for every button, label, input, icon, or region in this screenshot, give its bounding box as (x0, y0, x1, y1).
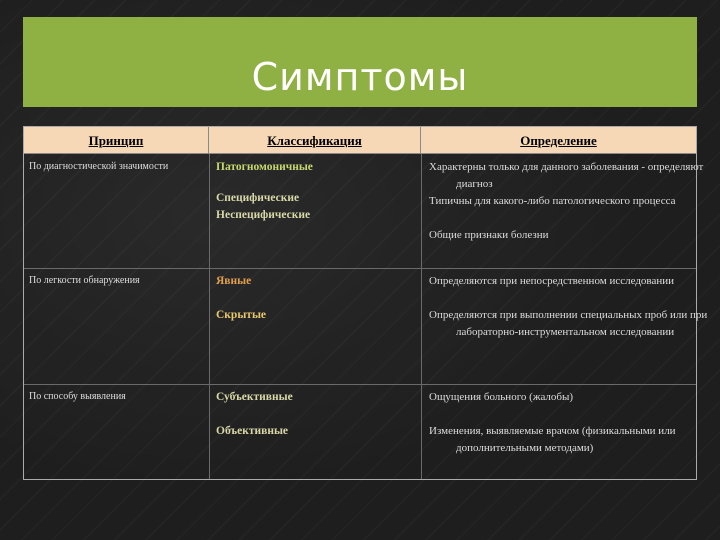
class-hidden: Скрытые (216, 309, 267, 321)
definition-1-1: Характерны только для данного заболевания - определяют диагноз (429, 161, 704, 190)
column-divider (421, 154, 422, 479)
definition-1-2: Типичны для какого-либо патологического процесса (429, 195, 676, 207)
definition-2-2: Определяются при выполнении специальных проб или при лабораторно-инструментальном исследовании (429, 309, 708, 338)
class-explicit: Явные (216, 275, 252, 287)
definition-3-1: Ощущения больного (жалобы) (429, 391, 574, 403)
row-principle-1: По диагностической значимости (29, 161, 169, 172)
header-definition: Определение (421, 127, 696, 154)
class-subjective: Субъективные (216, 391, 293, 403)
definition-1-3: Общие признаки болезни (429, 229, 549, 241)
definition-2-1: Определяются при непосредственном исследовании (429, 275, 675, 287)
class-nonspecific: Неспецифические (216, 209, 311, 221)
slide-title: Симптомы (251, 55, 469, 99)
row-divider (24, 384, 696, 385)
symptoms-table (23, 126, 708, 480)
row-divider (24, 268, 696, 269)
definition-3-2: Изменения, выявляемые врачом (физикальными или дополнительными методами) (429, 425, 676, 454)
header-classification: Классификация (209, 127, 421, 154)
title-banner (23, 17, 697, 107)
row-principle-3: По способу выявления (29, 391, 126, 402)
class-objective: Объективные (216, 425, 289, 437)
class-pathognomonic: Патогномоничные (216, 161, 313, 173)
column-divider (209, 154, 210, 479)
class-specific: Специфические (216, 192, 300, 204)
header-principle: Принцип (24, 127, 209, 154)
row-principle-2: По легкости обнаружения (29, 275, 140, 286)
